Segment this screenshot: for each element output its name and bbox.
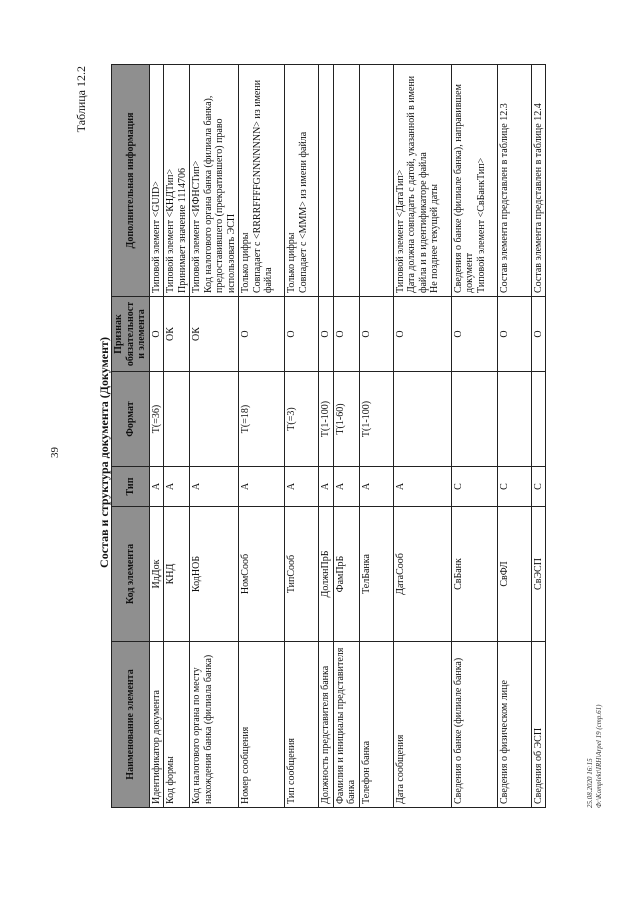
element-code-cell: ФамПрБ: [333, 507, 359, 642]
additional-info-cell: [359, 65, 393, 297]
additional-info-cell: [393, 65, 451, 297]
required-flag-cell: О: [285, 297, 319, 372]
element-name-cell: Сведения о банке (филиале банка): [451, 642, 497, 808]
format-cell: [393, 372, 451, 467]
type-cell: А: [393, 467, 451, 507]
element-name-cell: Сведения о физическом лице: [497, 642, 531, 808]
additional-info-line: Только цифры: [240, 232, 251, 293]
type-cell: А: [190, 467, 239, 507]
additional-info-cell: [190, 65, 239, 297]
table-row: [531, 65, 546, 808]
additional-info-line: Типовой элемент <ИФНСТип>: [191, 160, 202, 293]
additional-info-cell: [285, 65, 319, 297]
table-row: [164, 65, 190, 808]
format-cell: [497, 372, 531, 467]
table-row: [285, 65, 319, 808]
required-flag-cell: О: [531, 297, 546, 372]
additional-info-cell: [497, 65, 531, 297]
format-cell: [531, 372, 546, 467]
additional-info-cell: [149, 65, 164, 297]
format-cell: [164, 372, 190, 467]
additional-info-line: Типовой элемент <КНДТип>: [165, 168, 176, 293]
format-cell: T(=18): [239, 372, 285, 467]
format-cell: T(=36): [149, 372, 164, 467]
additional-info-line: Только цифры: [286, 232, 297, 293]
element-code-cell: СвЭСП: [531, 507, 546, 642]
table-label: Таблица 12.2: [74, 66, 88, 133]
additional-info-line: Типовой элемент <СвБанкТип>: [475, 157, 487, 293]
additional-info-cell: [239, 65, 285, 297]
format-cell: T(1-60): [333, 372, 359, 467]
element-code-cell: ДолжнПрБ: [319, 507, 334, 642]
element-code-cell: ТелБанка: [359, 507, 393, 642]
format-cell: T(=3): [285, 372, 319, 467]
type-cell: С: [531, 467, 546, 507]
table-row: [451, 65, 497, 808]
additional-info-line: Состав элемента представлен в таблице 12.4: [532, 103, 544, 293]
element-name-cell: Сведения об ЭСП: [531, 642, 546, 808]
required-flag-cell: О: [451, 297, 497, 372]
additional-info-line: Принимает значение 1114706: [176, 168, 188, 293]
format-cell: T(1-100): [319, 372, 334, 467]
table-row: [393, 65, 451, 808]
element-name-cell: Идентификатор документа: [149, 642, 164, 808]
type-cell: А: [285, 467, 319, 507]
additional-info-line: Совпадает с <MMM> из имени файла: [297, 131, 309, 293]
type-cell: А: [239, 467, 285, 507]
element-name-cell: Дата сообщения: [393, 642, 451, 808]
table-title: Состав и структура документа (Документ): [97, 337, 111, 568]
format-cell: [190, 372, 239, 467]
element-code-cell: СвФЛ: [497, 507, 531, 642]
required-flag-cell: О: [333, 297, 359, 372]
additional-info-line: Совпадает с <RRRRFFFFGNNNNNNN> из имени файла: [251, 79, 274, 293]
element-code-cell: ИдДок: [149, 507, 164, 642]
required-flag-cell: О: [359, 297, 393, 372]
element-code-cell: ДатаСооб: [393, 507, 451, 642]
required-flag-cell: О: [393, 297, 451, 372]
type-cell: А: [319, 467, 334, 507]
additional-info-cell: [319, 65, 334, 297]
required-flag-cell: О: [319, 297, 334, 372]
element-name-cell: Номер сообщения: [239, 642, 285, 808]
element-name-cell: Телефон банка: [359, 642, 393, 808]
additional-info-cell: [451, 65, 497, 297]
footer-stamp: [586, 705, 604, 808]
footer-timestamp: 25.08.2020 16:15: [586, 758, 594, 808]
type-cell: А: [359, 467, 393, 507]
required-flag-cell: ОК: [190, 297, 239, 372]
additional-info-line: Типовой элемент <ДатаТип>: [394, 169, 406, 293]
additional-info-line: Код налогового органа банка (филиала банка), предоставившего (прекратившего) право использовать ЭСП: [202, 95, 237, 293]
element-name-cell: Должность представителя банка: [319, 642, 334, 808]
header-required-flag: Признак обязательности элемента: [112, 297, 150, 372]
document-structure-table: [111, 64, 546, 808]
format-cell: T(1-100): [359, 372, 393, 467]
element-code-cell: СвБанк: [451, 507, 497, 642]
element-code-cell: НомСооб: [239, 507, 285, 642]
additional-info-cell: [333, 65, 359, 297]
element-code-cell: КодНОБ: [190, 507, 239, 642]
required-flag-cell: ОК: [164, 297, 190, 372]
required-flag-cell: О: [497, 297, 531, 372]
header-type: Тип: [112, 467, 150, 507]
table-row: [190, 65, 239, 808]
header-element-code: Код элемента: [112, 507, 150, 642]
required-flag-cell: О: [239, 297, 285, 372]
header-element-name: Наименование элемента: [112, 642, 150, 808]
additional-info-line: Состав элемента представлен в таблице 12.3: [498, 103, 510, 293]
type-cell: С: [497, 467, 531, 507]
type-cell: А: [333, 467, 359, 507]
required-flag-cell: О: [149, 297, 164, 372]
type-cell: С: [451, 467, 497, 507]
format-cell: [451, 372, 497, 467]
element-code-cell: КНД: [164, 507, 190, 642]
additional-info-line: Сведения о банке (филиале банка), направившем документ: [452, 84, 475, 293]
element-name-cell: Код формы: [164, 642, 190, 808]
element-code-cell: ТипСооб: [285, 507, 319, 642]
additional-info-cell: [531, 65, 546, 297]
table-body: [149, 65, 546, 808]
table-header-row: [112, 65, 150, 808]
type-cell: А: [164, 467, 190, 507]
additional-info-line: Типовой элемент <GUID>: [150, 181, 162, 293]
element-name-cell: Тип сообщения: [285, 642, 319, 808]
additional-info-line: Не позднее текущей даты: [429, 184, 440, 293]
element-name-cell: Код налогового органа по месту нахождения банка (филиала банка): [190, 642, 239, 808]
table-row: [149, 65, 164, 808]
page-number: 39: [49, 447, 61, 458]
table-row: [319, 65, 334, 808]
additional-info-line: Дата должна совпадать с датой, указанной в имени файла и в идентификаторе файла: [406, 75, 429, 293]
table-row: [239, 65, 285, 808]
additional-info-cell: [164, 65, 190, 297]
header-additional-info: Дополнительная информация: [112, 65, 150, 297]
footer-file-path: Ф:\Komplekt\IRH\Arpel 19 (стр.61): [595, 704, 603, 808]
table-row: [333, 65, 359, 808]
header-format: Формат: [112, 372, 150, 467]
type-cell: А: [149, 467, 164, 507]
table-row: [497, 65, 531, 808]
element-name-cell: Фамилия и инициалы представителя банка: [333, 642, 359, 808]
table-row: [359, 65, 393, 808]
